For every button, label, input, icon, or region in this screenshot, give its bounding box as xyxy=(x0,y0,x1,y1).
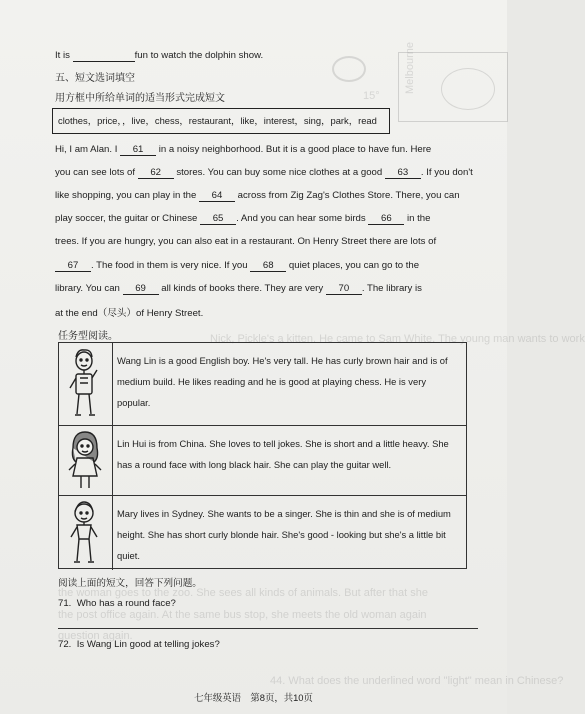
passage-text: . The library is xyxy=(361,283,422,294)
bleed-city: Melbourne xyxy=(404,42,416,94)
answer-line-71[interactable] xyxy=(58,628,478,629)
passage-text: Hi, I am Alan. I xyxy=(55,144,121,155)
question-intro: 阅读上面的短文，回答下列问题。 xyxy=(58,578,202,589)
bleed-sun-icon xyxy=(332,56,366,82)
bleed-text-5: 44. What does the underlined word "light" mean in Chinese? xyxy=(270,675,564,687)
passage-line xyxy=(55,305,203,319)
passage-text: in a noisy neighborhood. But it is a good place to have fun. Here xyxy=(156,144,432,155)
table-row xyxy=(59,495,466,570)
passage-line xyxy=(55,260,419,272)
word-box: clothes，price，，live，chess，restaurant，like，interest，sing，park，read xyxy=(52,108,390,134)
person-description: Lin Hui is from China. She loves to tell jokes. She is short and a little heavy. She has a round face with long black hair. She can play the guitar well. xyxy=(117,438,449,470)
blank-68[interactable]: 68 xyxy=(250,260,286,272)
blank-61[interactable]: 61 xyxy=(120,144,156,156)
blank-70[interactable]: 70 xyxy=(326,283,362,295)
boy-drawing-icon xyxy=(66,348,102,420)
top-blank[interactable] xyxy=(73,50,135,62)
passage-text: library. You can xyxy=(55,283,123,294)
passage-text: at the end（尽头）of Henry Street. xyxy=(55,308,204,319)
question-71: 71. Who has a round face? xyxy=(58,598,176,609)
task-title: 任务型阅读。 xyxy=(58,331,118,342)
top-sentence xyxy=(55,50,263,62)
portrait-cell xyxy=(59,496,113,570)
instruction: 用方框中所给单词的适当形式完成短文 xyxy=(55,93,225,104)
question-72: 72. Is Wang Lin good at telling jokes? xyxy=(58,639,220,650)
passage-line xyxy=(55,167,473,179)
blank-64[interactable]: 64 xyxy=(199,190,235,202)
table-row xyxy=(59,343,466,425)
blank-63[interactable]: 63 xyxy=(385,167,421,179)
bleed-ring-icon xyxy=(441,68,495,110)
passage-text: . And you can hear some birds xyxy=(236,213,369,224)
passage-text: . The food in them is very nice. If you xyxy=(91,260,251,271)
passage-line xyxy=(55,236,436,247)
girl-drawing-icon xyxy=(65,430,105,492)
bleed-text-2: the woman goes to the zoo. She sees all kinds of animals. But after that she xyxy=(58,587,428,599)
passage-text: stores. You can buy some nice clothes at a good xyxy=(173,167,385,178)
passage-text: all kinds of books there. They are very xyxy=(158,283,326,294)
blank-62[interactable]: 62 xyxy=(138,167,174,179)
portrait-cell xyxy=(59,426,113,495)
girl-drawing-icon xyxy=(66,500,102,566)
top-sentence-after: fun to watch the dolphin show. xyxy=(134,50,264,61)
page-footer: 七年级英语 第8页，共10页 xyxy=(194,692,313,703)
passage-line xyxy=(55,144,431,156)
top-sentence-before: It is xyxy=(55,50,70,61)
bleed-stamp-num: 15° xyxy=(363,90,380,102)
blank-69[interactable]: 69 xyxy=(123,283,159,295)
bleed-text-4: question again. xyxy=(58,630,133,642)
blank-66[interactable]: 66 xyxy=(368,213,404,225)
blank-65[interactable]: 65 xyxy=(200,213,236,225)
person-description: Wang Lin is a good English boy. He's very tall. He has curly brown hair and is of medium build. He likes reading and he is good at playing chess. He is very popular. xyxy=(117,355,448,408)
passage-text: play soccer, the guitar or Chinese xyxy=(55,213,201,224)
passage-text: like shopping, you can play in the xyxy=(55,190,199,201)
passage-line xyxy=(55,213,430,225)
passage-text: you can see lots of xyxy=(55,167,138,178)
passage-text: . If you don't xyxy=(420,167,473,178)
passage-text: in the xyxy=(404,213,431,224)
passage-text: trees. If you are hungry, you can also eat in a restaurant. On Henry Street there are lots of xyxy=(55,236,437,247)
bleed-text-1: Nick, Pickle's a kitten. He came to Sam White. The young man wants to work xyxy=(210,333,585,345)
person-description: Mary lives in Sydney. She wants to be a singer. She is thin and she is of medium height. She has short curly blonde hair. She's good - looking but she's a little bit quiet. xyxy=(117,508,451,561)
people-table xyxy=(58,342,467,569)
section-title: 五、短文选词填空 xyxy=(55,73,135,84)
bleed-text-3: the post office again. At the same bus stop, she meets the old woman again xyxy=(58,609,427,621)
passage-line xyxy=(55,190,460,202)
passage-text: across from Zig Zag's Clothes Store. There, you can xyxy=(235,190,460,201)
passage-text: quiet places, you can go to the xyxy=(286,260,420,271)
blank-67[interactable]: 67 xyxy=(55,260,91,272)
passage-line xyxy=(55,283,422,295)
portrait-cell xyxy=(59,343,113,425)
table-row xyxy=(59,425,466,495)
